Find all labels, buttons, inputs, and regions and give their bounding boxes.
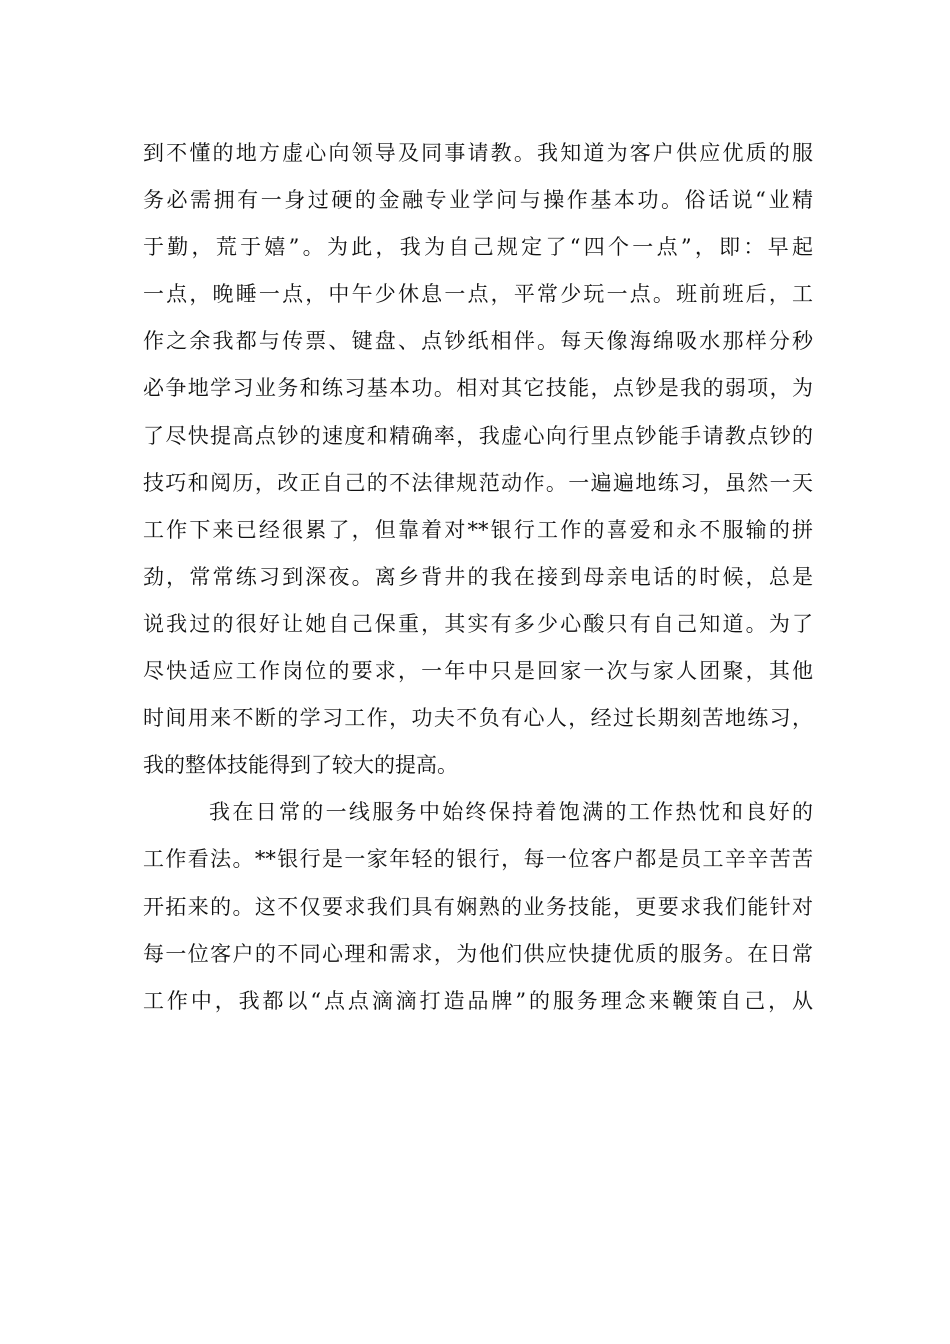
text-line: 一点，晚睡一点，中午少休息一点，平常少玩一点。班前班后，工 [143,282,813,307]
paragraph-2 [143,789,813,1024]
text-line: 时间用来不断的学习工作，功夫不负有心人，经过长期刻苦地练习， [143,706,813,731]
text-line: 劲，常常练习到深夜。离乡背井的我在接到母亲电话的时候，总是 [143,564,813,589]
text-line: 务必需拥有一身过硬的金融专业学问与操作基本功。俗话说“业精 [143,188,813,213]
text-line: 开拓来的。这不仅要求我们具有娴熟的业务技能，更要求我们能针对 [143,894,813,919]
text-line: 我的整体技能得到了较大的提高。 [143,753,458,778]
text-line: 工作中，我都以“点点滴滴打造品牌”的服务理念来鞭策自己，从 [143,988,813,1013]
text-line: 必争地学习业务和练习基本功。相对其它技能，点钞是我的弱项，为 [143,376,813,401]
text-line: 说我过的很好让她自己保重，其实有多少心酸只有自己知道。为了 [143,611,813,636]
text-line: 工作下来已经很累了，但靠着对**银行工作的喜爱和永不服输的拼 [143,517,813,542]
paragraph-1 [143,130,813,789]
text-line: 技巧和阅历，改正自己的不法律规范动作。一遍遍地练习，虽然一天 [143,470,813,495]
text-line: 到不懂的地方虚心向领导及同事请教。我知道为客户供应优质的服 [143,141,813,165]
text-line: 了尽快提高点钞的速度和精确率，我虚心向行里点钞能手请教点钞的 [143,423,813,448]
text-line: 作之余我都与传票、键盘、点钞纸相伴。每天像海绵吸水那样分秒 [143,329,813,354]
document-body [143,130,813,1025]
text-line: 于勤，荒于嬉”。为此，我为自己规定了“四个一点”，即：早起 [143,235,813,260]
text-line: 工作看法。**银行是一家年轻的银行，每一位客户都是员工辛辛苦苦 [143,847,813,872]
text-line: 每一位客户的不同心理和需求，为他们供应快捷优质的服务。在日常 [143,941,813,966]
text-line: 我在日常的一线服务中始终保持着饱满的工作热忱和良好的 [209,800,813,825]
text-line: 尽快适应工作岗位的要求，一年中只是回家一次与家人团聚，其他 [143,659,813,684]
